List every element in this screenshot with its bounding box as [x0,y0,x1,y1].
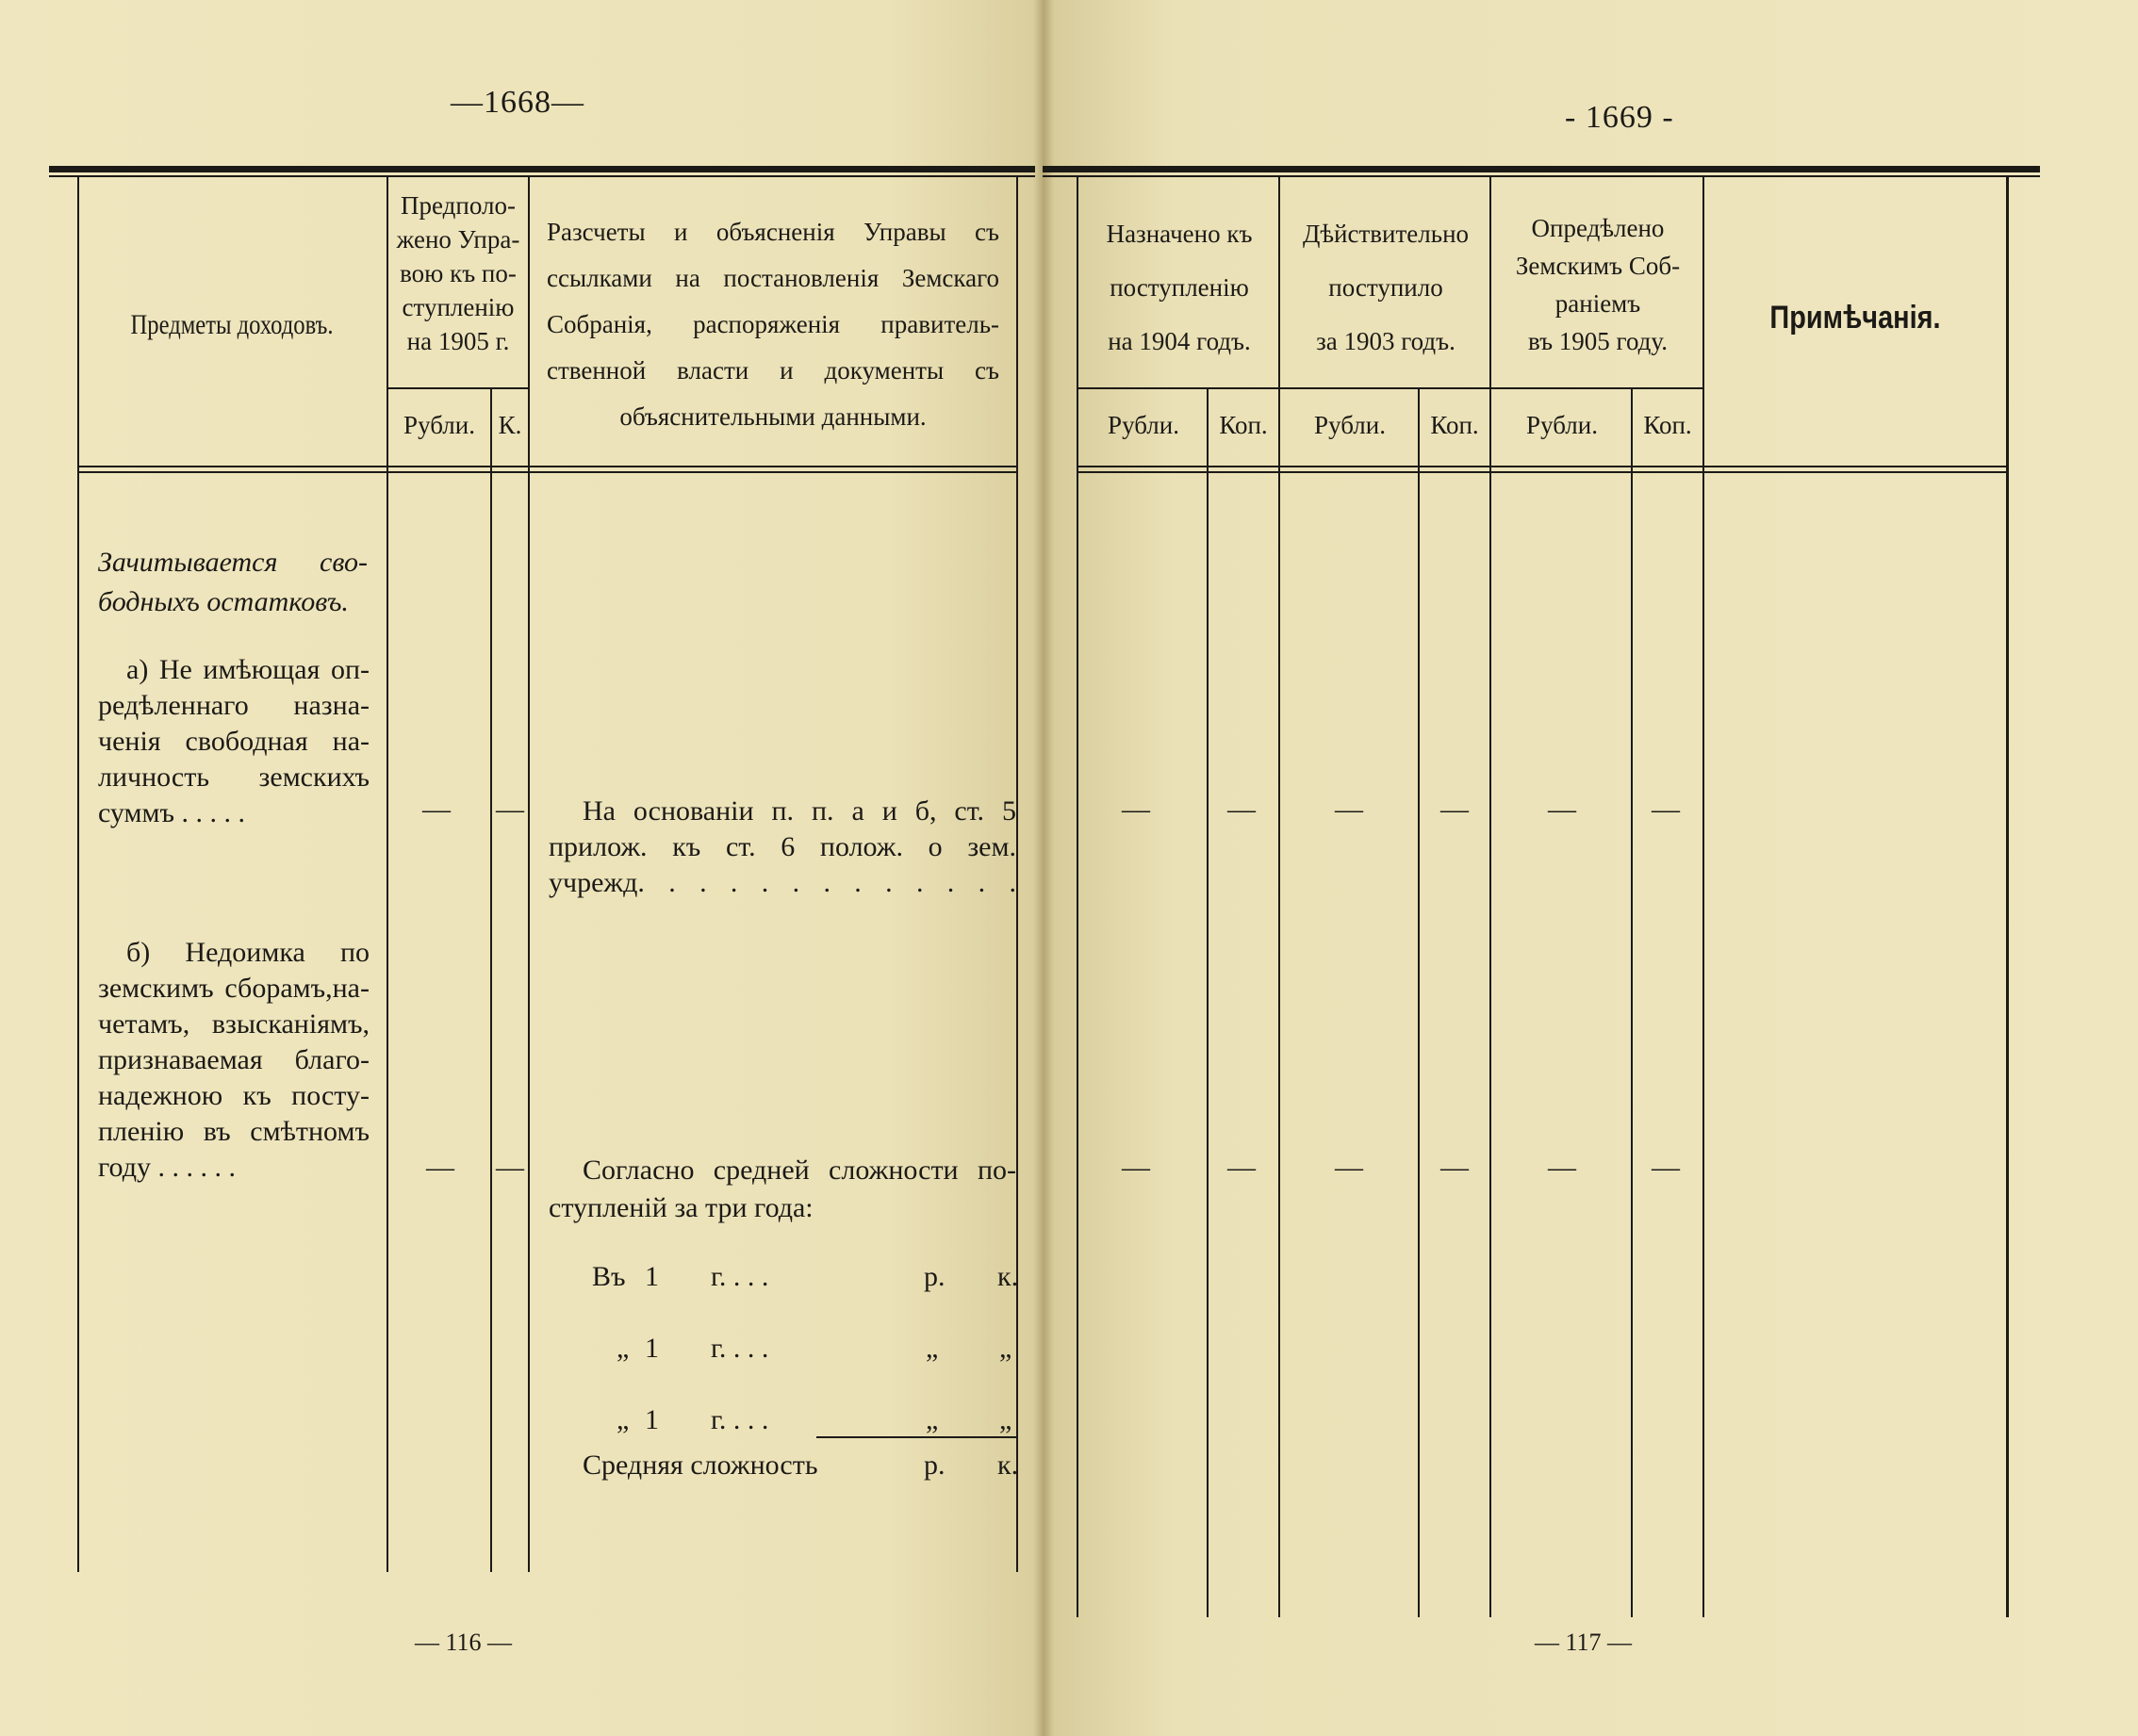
explain-b: Согласно средней сложности по- ступленій за три года: [549,1155,1016,1223]
col-line [1489,177,1491,1617]
header-kop: Коп. [1643,411,1692,439]
cell-dash: — [1440,794,1469,825]
header-rubles: Рубли. [1108,411,1179,439]
page-number-right: - 1669 - [1565,100,1674,135]
item-a: а) Не имѣющая оп- редѣленнаго назна- ченія свободная на- личность земскихъ суммъ . . . . . [98,654,370,828]
subheader-rule [1077,387,1702,389]
book-gutter [1033,0,1054,1736]
header-subjects: Предметы доходовъ. [130,309,334,340]
col-line [1278,177,1280,1617]
cell-dash: — [1652,1152,1680,1183]
item-b: б) Недоимка по земскимъ сборамъ,на- четамъ, взысканіямъ, признаваемая благо- надежною къ посту- пленію въ смѣтномъ году . . . . . . [98,937,370,1183]
top-rule-right [1043,166,2040,172]
top-rule-left-thin [49,175,1035,177]
cell-dash: — [1440,1152,1469,1183]
calc-row: „ 1 г. . . . „ „ [617,1404,1012,1435]
top-rule-left [49,166,1035,172]
footer-number-right: — 117 — [1535,1629,1633,1656]
cell-dash: — [1227,1152,1256,1183]
cell-dash: — [1548,1152,1576,1183]
top-rule-right-thin [1043,175,2040,177]
col-line [1207,388,1209,1617]
col-line [528,177,530,1572]
header-bottom-rule [77,471,1016,473]
sum-rule [816,1436,1018,1438]
header-bottom-rule [1077,466,2006,467]
col-line [1418,388,1420,1617]
header-notes: Примѣчанія. [1769,300,1941,336]
section-title: Зачитывается сво- бодныхъ остатковъ. [98,547,368,617]
col-line [77,177,79,1572]
footer-number-left: — 116 — [415,1629,513,1656]
header-kop-left: К. [498,411,522,439]
header-rubles: Рубли. [1526,411,1598,439]
calc-total: Средняя сложность р. к. [583,1449,1019,1481]
cell-dash: — [1227,794,1256,825]
header-determined: Опредѣлено Земскимъ Соб- раніемъ въ 1905 году. [1515,214,1681,355]
item-a-rubles: — [422,794,451,825]
col-line [1631,388,1633,1617]
item-b-kop: — [496,1152,524,1183]
cell-dash: — [1335,794,1363,825]
explain-a: На основаніи п. п. а и б, ст. 5 прилож. къ ст. 6 полож. о зем. учрежд. . . . . . . . . . . . . [549,795,1016,898]
header-proposed: Предполо- жено Упра- вою къ по- ступленію на 1905 г. [396,191,520,355]
header-kop: Коп. [1430,411,1479,439]
calc-row: Въ 1 г. . . . р. к. [592,1261,1019,1292]
item-b-rubles: — [426,1152,454,1183]
subheader-rule [386,387,528,389]
header-rubles-left: Рубли. [403,411,475,439]
item-a-kop: — [496,794,524,825]
header-bottom-rule [1077,471,2006,473]
cell-dash: — [1652,794,1680,825]
header-bottom-rule [77,466,1016,467]
header-kop: Коп. [1219,411,1268,439]
col-line [1077,177,1078,1617]
header-calculations: Разсчеты и объясненія Управы съ ссылками на постановленія Земскаго Собранія, распоряженія правитель- ственной власти и документы съ объяснительными данными. [547,218,999,431]
col-line [490,388,492,1572]
col-line [1702,177,1704,1617]
cell-dash: — [1122,794,1150,825]
header-rubles: Рубли. [1314,411,1386,439]
cell-dash: — [1122,1152,1150,1183]
col-line [2006,177,2009,1617]
cell-dash: — [1335,1152,1363,1183]
page-number-left: —1668— [451,85,584,120]
calc-row: „ 1 г. . . . „ „ [617,1333,1012,1364]
col-line [386,177,388,1572]
cell-dash: — [1548,794,1576,825]
header-actual: Дѣйствительно поступило за 1903 годъ. [1302,220,1470,355]
header-assigned: Назначено къ поступленію на 1904 годъ. [1106,220,1253,355]
